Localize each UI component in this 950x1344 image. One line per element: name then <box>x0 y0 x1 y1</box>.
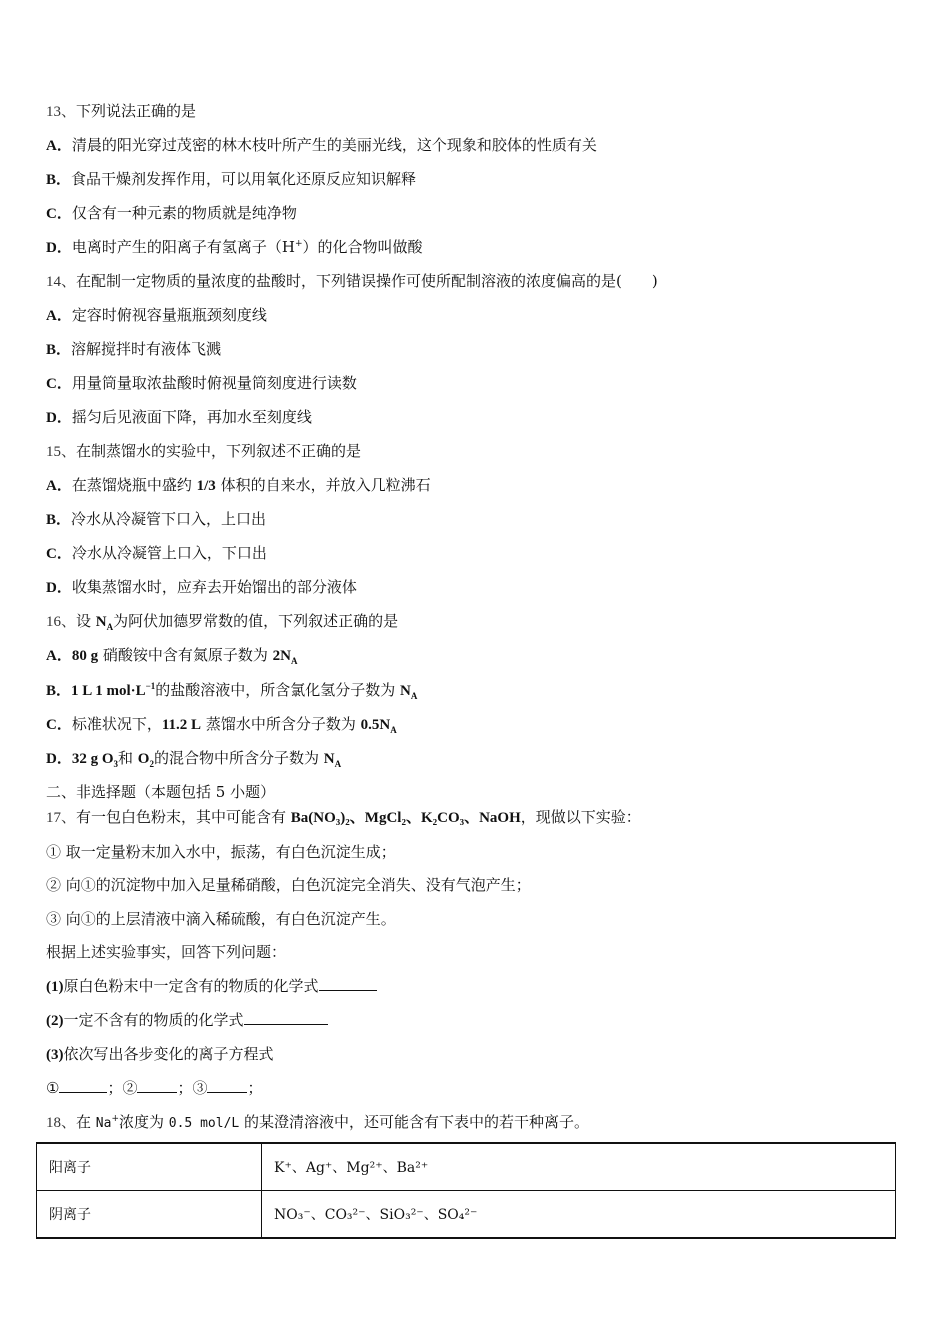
q14-option-d: D．摇匀后见液面下降，再加水至刻度线 <box>46 408 312 426</box>
question-number: 13、 <box>46 104 77 120</box>
row-ions: NO₃⁻、CO₃²⁻、SiO₃²⁻、SO₄²⁻ <box>262 1191 896 1239</box>
q17-step-1: ① 取一定量粉末加入水中，振荡，有白色沉淀生成； <box>46 843 396 861</box>
q14-option-c: C．用量筒量取浓盐酸时俯视量筒刻度进行读数 <box>46 374 357 392</box>
q17-sub-1: (1)原白色粉末中一定含有的物质的化学式 <box>46 976 377 997</box>
answer-blank[interactable] <box>244 1010 328 1025</box>
q15-option-a: A．在蒸馏烧瓶中盛约 1/3 体积的自来水，并放入几粒沸石 <box>46 476 431 494</box>
q16-option-b: B．1 L 1 $mol\cdot L^{-1}$的盐酸溶液中，所含氯化氢分子数为 $N_A$ <box>46 681 418 701</box>
q17-step-2: ② 向①的沉淀物中加入足量稀硝酸，白色沉淀完全消失、没有气泡产生； <box>46 876 531 894</box>
q15-stem: 15、在制蒸馏水的实验中，下列叙述不正确的是 <box>46 442 362 460</box>
row-header: 阳离子 <box>37 1143 262 1191</box>
q13-option-b: B．食品干燥剂发挥作用，可以用氧化还原反应知识解释 <box>46 170 417 188</box>
answer-blank[interactable] <box>319 976 377 991</box>
q13-option-c: C．仅含有一种元素的物质就是纯净物 <box>46 204 297 222</box>
q17-sub-2: (2)一定不含有的物质的化学式 <box>46 1010 328 1031</box>
q16-option-d: D．32 g $O_3$和 $O_2$的混合物中所含分子数为 $N_A$ <box>46 749 342 769</box>
section-heading: 二、非选择题（本题包括 5 小题） <box>46 783 276 801</box>
table-row <box>37 1191 896 1239</box>
q16-stem: 16、设 $N_A$为阿伏加德罗常数的值，下列叙述正确的是 <box>46 612 399 632</box>
q13-option-a: A．清晨的阳光穿过茂密的林木枝叶所产生的美丽光线，这个现象和胶体的性质有关 <box>46 136 597 154</box>
q17-prompt: 根据上述实验事实，回答下列问题： <box>46 943 287 961</box>
q16-option-a: A．80 g 硝酸铵中含有氮原子数为 $2N_A$ <box>46 646 298 666</box>
q18-stem: 18、在 Na+浓度为 0.5 mol/L 的某澄清溶液中，还可能含有下表中的若干种离子。 <box>46 1113 590 1131</box>
q13-option-d: D．电离时产生的阳离子有氢离子（H+）的化合物叫做酸 <box>46 238 423 256</box>
row-ions: K⁺、Ag⁺、Mg²⁺、Ba²⁺ <box>262 1143 896 1191</box>
ion-table <box>36 1142 896 1239</box>
answer-blank[interactable] <box>137 1078 177 1093</box>
q15-option-b: B．冷水从冷凝管下口入，上口出 <box>46 510 267 528</box>
table-row <box>37 1143 896 1191</box>
q17-stem: 17、有一包白色粉末，其中可能含有 Ba(NO₃)₂、MgCl₂、K₂CO₃、NaOH，现做以下实验： <box>46 808 641 826</box>
q15-option-c: C．冷水从冷凝管上口入，下口出 <box>46 544 267 562</box>
row-header: 阴离子 <box>37 1191 262 1239</box>
q14-option-b: B．溶解搅拌时有液体飞溅 <box>46 340 222 358</box>
answer-blank[interactable] <box>59 1078 107 1093</box>
q17-step-3: ③ 向①的上层清液中滴入稀硫酸，有白色沉淀产生。 <box>46 910 396 928</box>
q16-option-c: C．标准状况下，11.2 L 蒸馏水中所含分子数为 $0.5N_A$ <box>46 715 397 735</box>
q17-answer-line: ① ；② ；③ ； <box>46 1079 263 1097</box>
q17-sub-3: (3)依次写出各步变化的离子方程式 <box>46 1045 274 1063</box>
q14-stem: 14、在配制一定物质的量浓度的盐酸时，下列错误操作可使所配制溶液的浓度偏高的是( ) <box>46 272 658 290</box>
q15-option-d: D．收集蒸馏水时，应弃去开始馏出的部分液体 <box>46 578 357 596</box>
answer-blank[interactable] <box>207 1078 247 1093</box>
q13-stem: 13、下列说法正确的是 <box>46 102 197 120</box>
q14-option-a: A．定容时俯视容量瓶瓶颈刻度线 <box>46 306 267 324</box>
